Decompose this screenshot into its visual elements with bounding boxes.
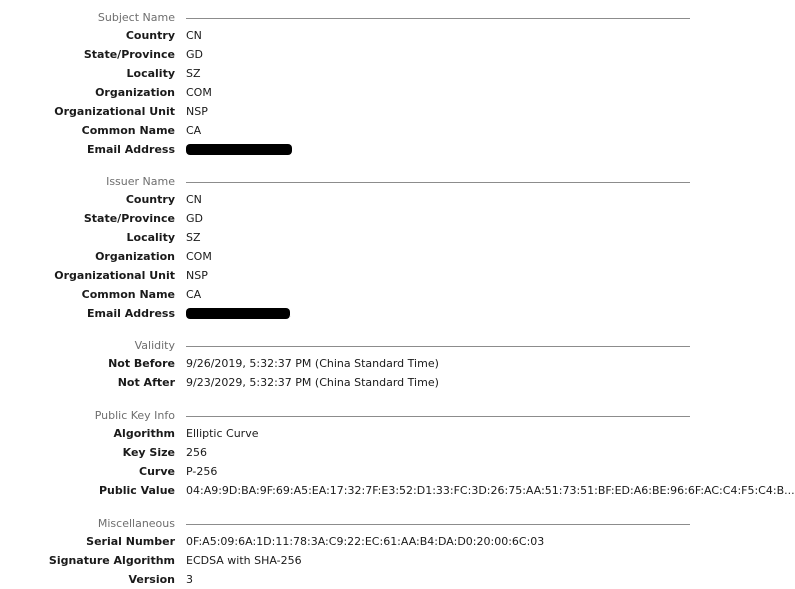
section-divider [186,18,690,19]
field-label: Country [125,193,175,206]
issuer-name-section [0,174,720,323]
field-row [0,190,720,209]
field-label: Not After [117,376,175,389]
section-title: Public Key Info [94,409,175,422]
field-row [0,443,720,462]
field-label: Organizational Unit [54,105,175,118]
field-label: Email Address [86,143,175,156]
field-label: Common Name [81,288,175,301]
field-value[interactable]: COM [186,250,212,263]
field-value[interactable]: NSP [186,105,208,118]
field-row [0,354,720,373]
field-value[interactable]: 0F:A5:09:6A:1D:11:78:3A:C9:22:EC:61:AA:B4:DA:D0:20:00:6C:03 [186,535,545,548]
field-label: State/Province [83,48,175,61]
field-label: Common Name [81,124,175,137]
field-value[interactable]: GD [186,48,203,61]
field-row [0,285,720,304]
field-value[interactable]: 256 [186,446,207,459]
field-label: Not Before [108,357,175,370]
section-title: Miscellaneous [97,517,175,530]
field-row [0,304,720,323]
section-divider [186,182,690,183]
field-label: State/Province [83,212,175,225]
field-label: Version [128,573,175,586]
section-divider [186,416,690,417]
field-row [0,481,795,500]
field-value[interactable]: CA [186,288,202,301]
section-header [0,174,720,190]
field-row [0,462,720,481]
field-row [0,570,720,589]
field-value[interactable]: CA [186,124,202,137]
miscellaneous-section [0,516,720,589]
section-divider [186,524,690,525]
field-value[interactable]: 9/23/2029, 5:32:37 PM (China Standard Time) [186,376,439,389]
field-row [0,45,720,64]
field-value[interactable]: 9/26/2019, 5:32:37 PM (China Standard Time) [186,357,439,370]
field-row [0,209,720,228]
field-label: Locality [126,67,175,80]
field-label: Organization [95,250,175,263]
field-row [0,266,720,285]
section-header [0,338,720,354]
email-value-redacted[interactable] [186,140,292,159]
section-header [0,516,720,532]
redaction-mark [186,308,290,319]
field-value[interactable]: CN [186,29,202,42]
field-row [0,121,720,140]
field-label: Signature Algorithm [48,554,175,567]
field-value[interactable]: SZ [186,67,201,80]
field-value[interactable]: SZ [186,231,201,244]
field-row [0,247,720,266]
field-row [0,64,720,83]
field-label: Algorithm [113,427,175,440]
field-value[interactable]: COM [186,86,212,99]
section-title: Subject Name [97,11,175,24]
field-label: Key Size [122,446,175,459]
field-label: Email Address [86,307,175,320]
field-row [0,140,720,159]
field-row [0,83,720,102]
field-label: Curve [139,465,175,478]
email-value-redacted[interactable] [186,304,291,324]
public-key-info-section [0,408,795,500]
field-row [0,551,720,570]
field-value[interactable]: ECDSA with SHA-256 [186,554,302,567]
field-value[interactable]: 3 [186,573,193,586]
section-title: Issuer Name [106,175,175,188]
field-value[interactable]: GD [186,212,203,225]
field-label: Organizational Unit [54,269,175,282]
field-value[interactable]: P-256 [186,465,218,478]
redaction-residue: . [288,309,292,320]
field-row [0,373,720,392]
field-row [0,102,720,121]
public-value[interactable]: 04:A9:9D:BA:9F:69:A5:EA:17:32:7F:E3:52:D1:33:FC:3D:26:75:AA:51:73:51:BF:ED:A6:BE:96:6F:AC:C4:F5:C4:B... [186,484,795,497]
field-row [0,228,720,247]
field-value[interactable]: NSP [186,269,208,282]
section-header [0,408,720,424]
section-divider [186,346,690,347]
field-row [0,26,720,45]
redaction-mark [186,144,292,155]
section-title: Validity [134,339,175,352]
field-row [0,424,720,443]
field-label: Country [125,29,175,42]
field-label: Locality [126,231,175,244]
validity-section [0,338,720,392]
subject-name-section [0,10,720,159]
section-header [0,10,720,26]
field-label: Public Value [98,484,175,497]
field-label: Serial Number [86,535,175,548]
field-label: Organization [95,86,175,99]
field-row [0,532,720,551]
field-value[interactable]: CN [186,193,202,206]
field-value[interactable]: Elliptic Curve [186,427,259,440]
